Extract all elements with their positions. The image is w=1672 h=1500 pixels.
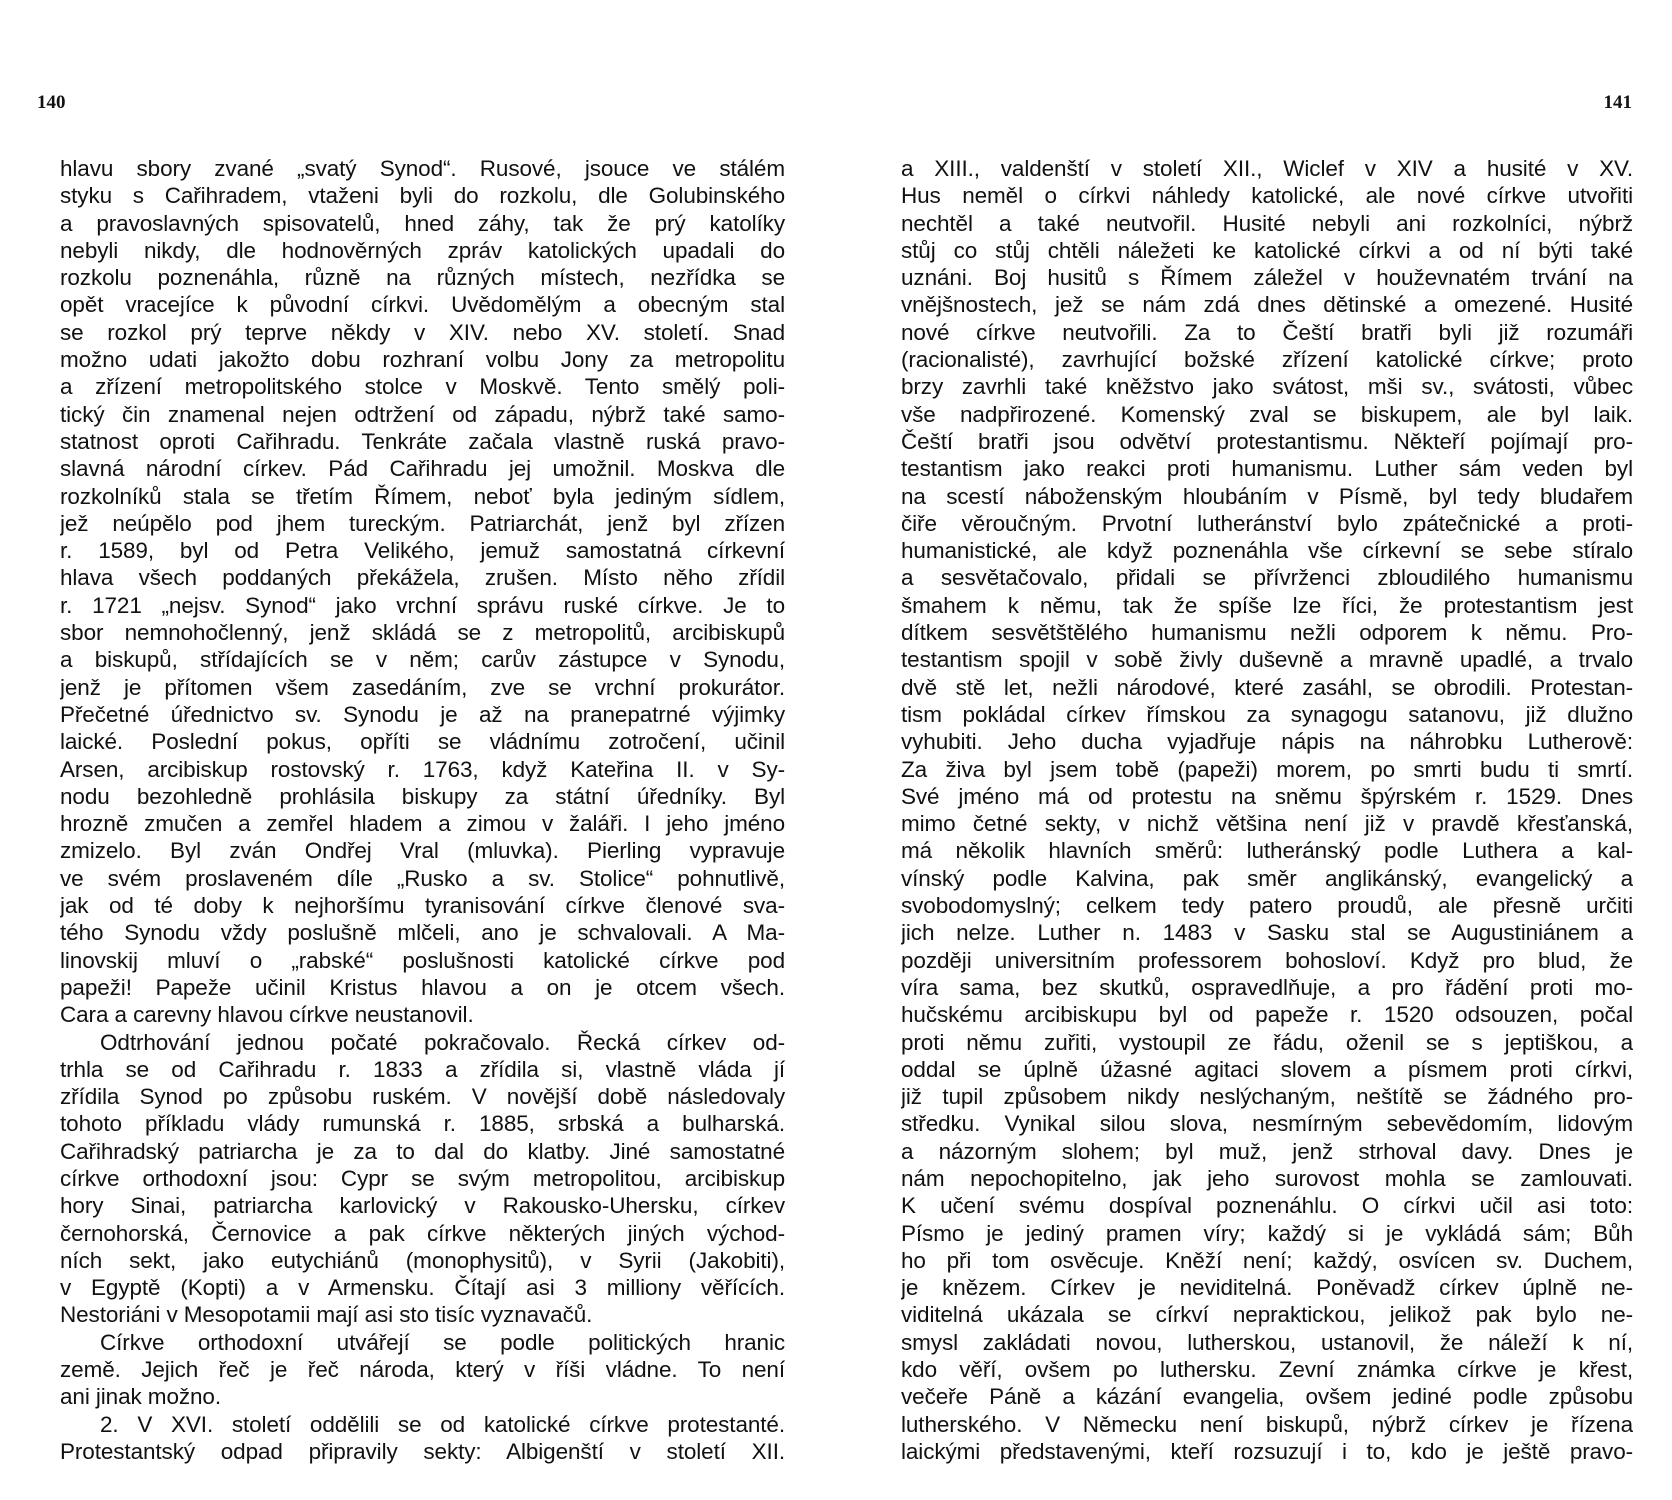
text-line: slavná národní církev. Pád Cařihradu jej umožnil. Moskva dle [60,456,785,482]
text-line: kdo věří, ovšem po luthersku. Zevní známka církve je křest, [901,1357,1633,1383]
text-line: a pravoslavných spisovatelů, hned záhy, tak že prý katolíky [60,210,785,236]
text-line: lutherského. V Německu není biskupů, nýbrž církev je řízena [901,1411,1633,1437]
text-line: a sesvětačovalo, přidali se přívrženci zbloudilého humanismu [901,565,1633,591]
text-line: vnějšnostech, jež se nám zdá dnes dětinské a omezené. Husité [901,292,1633,318]
text-line: Cařihradský patriarcha je za to dal do klatby. Jiné samostatné [60,1138,785,1164]
text-line: Své jméno má od protestu na sněmu špýrském r. 1529. Dnes [901,783,1633,809]
text-line: oddal se úplně úžasné agitaci slovem a písmem proti církvi, [901,1056,1633,1082]
right-page [836,0,1672,1500]
text-line: viditelná ukázala se církví nepraktickou, jelikož pak bylo ne- [901,1302,1633,1328]
page-text [60,155,785,1465]
text-line: K učení svému dospíval poznenáhlu. O církvi učil asi toto: [901,1193,1633,1219]
text-line: stůj co stůj chtěli náležeti ke katolické církvi a od ní býti také [901,237,1633,263]
text-line: proti němu zuřiti, vystoupil ze řádu, oženil se s jeptiškou, a [901,1029,1633,1055]
text-line: styku s Cařihradem, vtaženi byli do rozkolu, dle Golubinského [60,183,785,209]
text-line: již tupil způsobem nikdy neslýchaným, neštítě se žádného pro- [901,1084,1633,1110]
text-line: tého Synodu vždy poslušně mlčeli, ano je schvalovali. A Ma- [60,920,785,946]
text-line: Přečetné úřednictvo sv. Synodu je až na pranepatrné výjimky [60,701,785,727]
text-line: tický čin znamenal nejen odtržení od západu, nýbrž také samo- [60,401,785,427]
text-line: brzy zavrhli také kněžstvo jako svátost, mši sv., svátosti, vůbec [901,374,1633,400]
text-line: Hus neměl o církvi náhledy katolické, ale nové církve utvořiti [901,183,1633,209]
page-number: 141 [1603,92,1632,113]
page-number: 140 [37,92,66,113]
text-line: hučskému arcibiskupu byl od papeže r. 1520 odsouzen, počal [901,1002,1633,1028]
text-line: má několik hlavních směrů: lutheránský podle Luthera a kal- [901,838,1633,864]
text-line: Arsen, arcibiskup rostovský r. 1763, když Kateřina II. v Sy- [60,756,785,782]
text-line: středku. Vynikal silou slova, nesmírným sebevědomím, lidovým [901,1111,1633,1137]
text-line: možno udati jakožto dobu rozhraní volbu Jony za metropolitu [60,347,785,373]
text-line: rozkolu poznenáhla, různě na různých místech, nezřídka se [60,265,785,291]
text-line: trhla se od Cařihradu r. 1833 a zřídila si, vlastně vláda jí [60,1056,785,1082]
text-line: Cara a carevny hlavou církve neustanovil. [60,1002,474,1028]
text-line: hrozně zmučen a zemřel hladem a zimou v žaláři. I jeho jméno [60,811,785,837]
text-line: Písmo je jediný pramen víry; každý si je vykládá sám; Bůh [901,1220,1633,1246]
text-line: zřídila Synod po způsobu ruském. V novější době následovaly [60,1084,785,1110]
text-line: rozkolníků stala se třetím Římem, neboť byla jediným sídlem, [60,483,785,509]
text-line: ve svém proslaveném díle „Rusko a sv. Stolice“ pohnutlivě, [60,865,785,891]
text-line: nechtěl a také neutvořil. Husité nebyli ani rozkolníci, nýbrž [901,210,1633,236]
text-line: ních sekt, jako eutychiánů (monophysitů), v Syrii (Jakobiti), [60,1247,785,1273]
text-line: Nestoriáni v Mesopotamii mají asi sto tisíc vyznavačů. [60,1302,593,1328]
text-line: jenž je přítomen všem zasedáním, zve se vrchní prokurátor. [60,674,785,700]
text-line: Za živa byl jsem tobě (papeži) morem, po smrti budu ti smrtí. [901,756,1633,782]
text-line: církve orthodoxní jsou: Cypr se svým metropolitou, arcibiskup [60,1165,785,1191]
text-line: laickými představenými, kteří rozsuzují i to, kdo je ještě pravo- [901,1438,1633,1464]
text-line: statnost oproti Cařihradu. Tenkráte začala vlastně ruská pravo- [60,428,785,454]
text-line: víra sama, bez skutků, ospravedlňuje, a pro řádění proti mo- [901,974,1633,1000]
text-line: se rozkol prý teprve někdy v XIV. nebo XV. století. Snad [60,319,785,345]
text-line: nebyli nikdy, dle hodnověrných zpráv katolických upadali do [60,237,785,263]
text-line: vyhubiti. Jeho ducha vyjadřuje nápis na náhrobku Lutherově: [901,729,1633,755]
text-line: a XIII., valdenští v století XII., Wiclef v XIV a husité v XV. [901,156,1633,181]
text-line: ani jinak možno. [60,1384,221,1410]
text-line: sbor nemnohočlenný, jenž skládá se z metropolitů, arcibiskupů [60,620,785,646]
text-line: laické. Poslední pokus, opříti se vládnímu zotročení, učinil [60,729,785,755]
text-line: mimo četné sekty, v nichž většina není již v pravdě křesťanská, [901,811,1633,837]
text-line: země. Jejich řeč je řeč národa, který v říši vládne. To není [60,1357,785,1383]
text-line: r. 1589, byl od Petra Velikého, jemuž samostatná církevní [60,538,785,564]
text-line: čiře věroučným. Prvotní lutheránství bylo zpátečnické a proti- [901,510,1633,536]
text-line: hory Sinai, patriarcha karlovický v Rakousko-Uhersku, církev [60,1193,785,1219]
text-line: nodu bezohledně prohlásila biskupy za státní úředníky. Byl [60,783,785,809]
text-line: smysl zakládati novou, lutherskou, ustanovil, že náleží k ní, [901,1329,1633,1355]
text-line: zmizelo. Byl zván Ondřej Vral (mluvka). Pierling vypravuje [60,838,785,864]
text-line: v Egyptě (Kopti) a v Armensku. Čítají asi 3 milliony věřících. [60,1275,785,1301]
text-line: dítkem sesvětštělého humanismu nežli odporem k němu. Pro- [901,620,1633,646]
text-line: na scestí náboženským hloubáním v Písmě, byl tedy bludařem [901,483,1633,509]
text-line: (racionalisté), zavrhující božské zřízení katolické církve; proto [901,347,1633,373]
text-line: později universitním professorem bohosloví. Když pro blud, že [901,947,1633,973]
text-line: šmahem k němu, tak že spíše lze říci, že protestantism jest [901,592,1633,618]
text-line: r. 1721 „nejsv. Synod“ jako vrchní správu ruské církve. Je to [60,592,785,618]
text-line: svobodomyslný; celkem tedy patero proudů, ale přesně určiti [901,893,1633,919]
text-line: hlava všech poddaných překážela, zrušen. Místo něho zřídil [60,565,785,591]
text-line: Církve orthodoxní utvářejí se podle politických hranic [100,1329,785,1355]
text-line: a biskupů, střídajících se v něm; carův zástupce v Synodu, [60,647,785,673]
text-line: jež neúpělo pod jhem tureckým. Patriarchát, jenž byl zřízen [60,510,785,536]
text-line: nové církve neutvořili. Za to Čeští bratři byli již rozumáři [901,319,1633,345]
text-line: uznáni. Boj husitů s Římem záležel v houževnatém trvání na [901,265,1633,291]
text-line: černohorská, Černovice a pak církve některých jiných východ- [60,1220,785,1246]
text-line: ho při tom osvěcuje. Kněží není; každý, osvícen sv. Duchem, [901,1247,1633,1273]
text-line: dvě stě let, nežli národové, které zasáhl, se obrodili. Protestan- [901,674,1633,700]
text-line: tism pokládal církev římskou za synagogu satanovu, již dlužno [901,701,1633,727]
text-line: tohoto příkladu vlády rumunská r. 1885, srbská a bulharská. [60,1111,785,1137]
text-line: hlavu sbory zvané „svatý Synod“. Rusové, jsouce ve stálém [60,156,785,181]
page-text [901,155,1633,1465]
text-line: papeži! Papeže učinil Kristus hlavou a on je otcem všech. [60,974,785,1000]
text-line: Odtrhování jednou počaté pokračovalo. Řecká církev od- [100,1029,785,1055]
text-line: a názorným slohem; byl muž, jenž strhoval davy. Dnes je [901,1138,1633,1164]
text-line: vše nadpřirozené. Komenský zval se biskupem, ale byl laik. [901,401,1633,427]
text-line: a zřízení metropolitského stolce v Moskvě. Tento smělý poli- [60,374,785,400]
text-line: Čeští bratři jsou odvětví protestantismu. Někteří pojímají pro- [901,428,1633,454]
text-line: 2. V XVI. století oddělili se od katolické církve protestanté. [100,1411,785,1437]
text-line: humanistické, ale když poznenáhla vše církevní se sebe stíralo [901,538,1633,564]
text-line: testantism spojil v sobě živly duševně a mravně upadlé, a trvalo [901,647,1633,673]
text-line: Protestantský odpad připravily sekty: Albigenští v století XII. [60,1438,785,1464]
text-line: nám nepochopitelno, jak jeho surovost mohla se zamlouvati. [901,1165,1633,1191]
text-line: opět vracejíce k původní církvi. Uvědomělým a obecným stal [60,292,785,318]
text-line: jich nelze. Luther n. 1483 v Sasku stal se Augustiniánem a [901,920,1633,946]
text-line: linovskij mluví o „rabské“ poslušnosti katolické církve pod [60,947,785,973]
text-line: je knězem. Církev je neviditelná. Poněvadž církev úplně ne- [901,1275,1633,1301]
text-line: večeře Páně a kázání evangelia, ovšem jediné podle způsobu [901,1384,1633,1410]
text-line: jak od té doby k nejhoršímu tyranisování církve členové sva- [60,893,785,919]
text-line: vínský podle Kalvina, pak směr anglikánský, evangelický a [901,865,1633,891]
text-line: testantism jako reakci proti humanismu. Luther sám veden byl [901,456,1633,482]
